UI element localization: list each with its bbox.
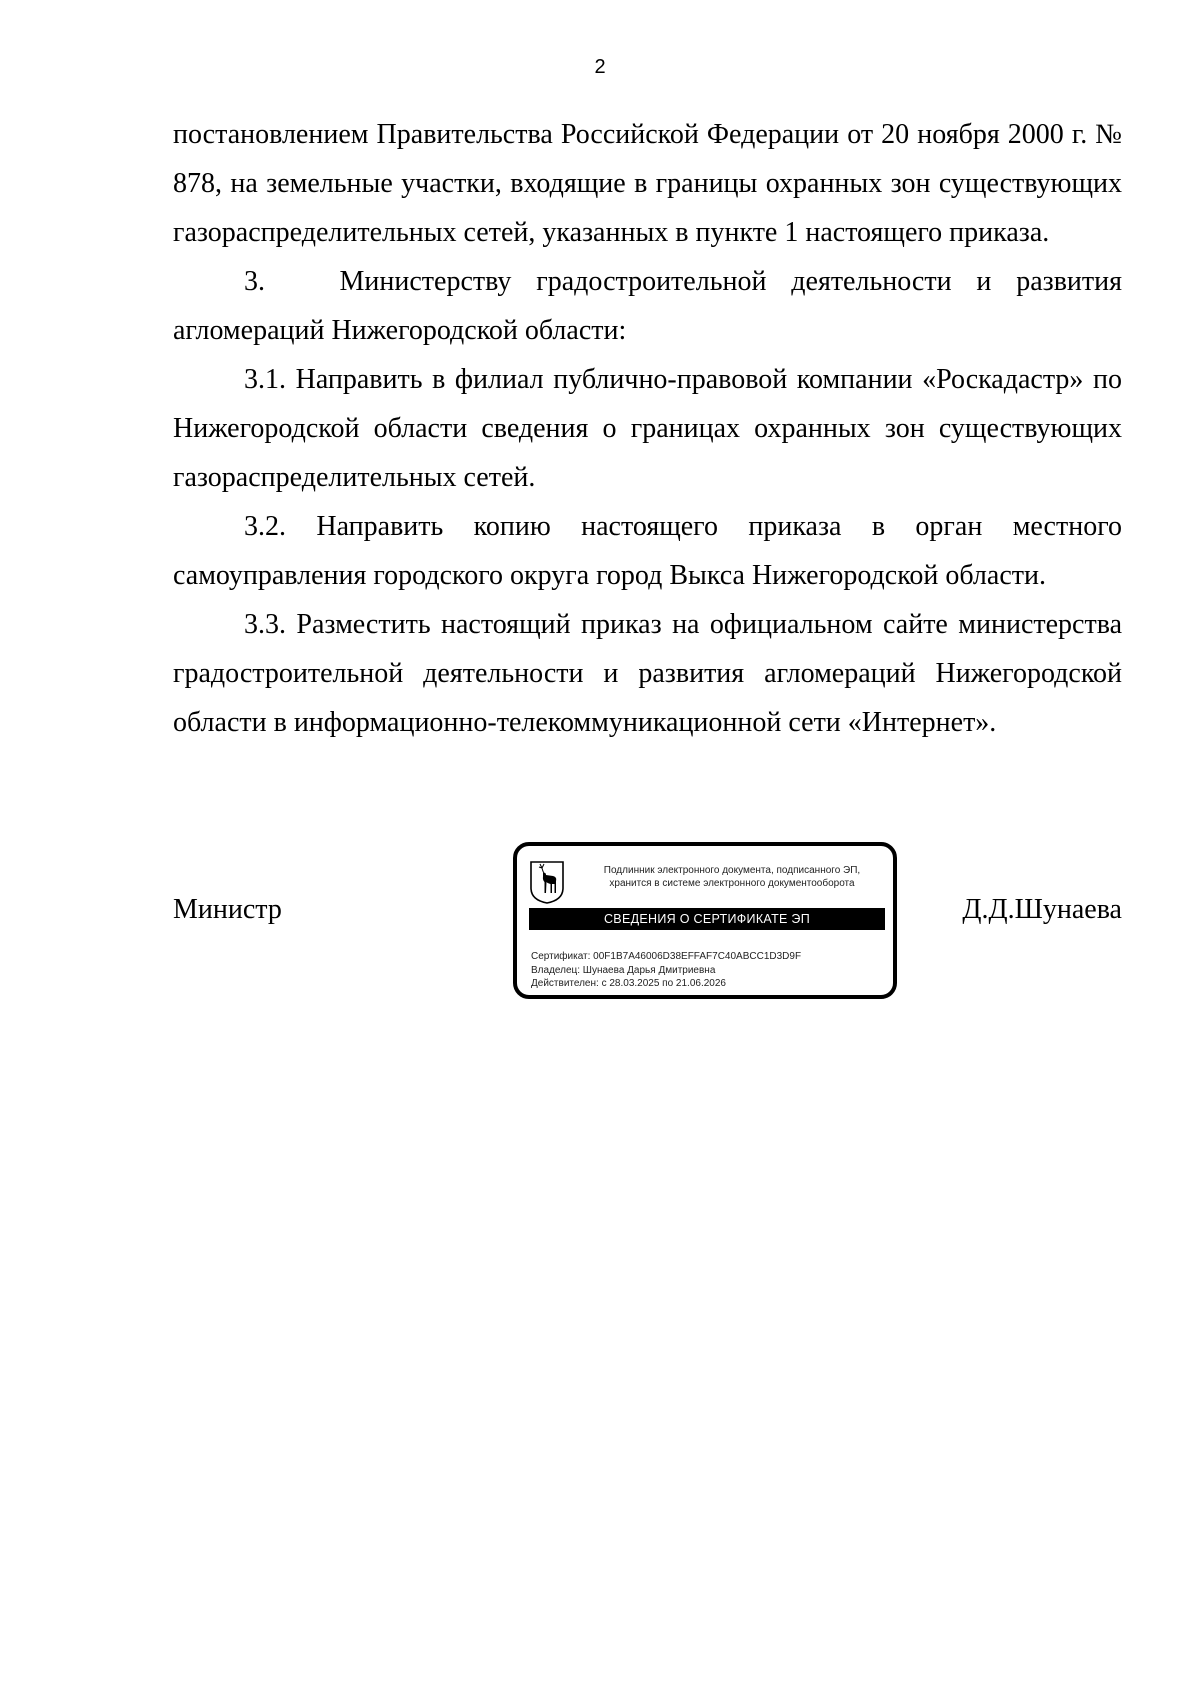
- signer-name: Д.Д.Шунаева: [962, 894, 1122, 925]
- stamp-note-line: Подлинник электронного документа, подписанного ЭП,: [603, 865, 861, 876]
- signer-title: Министр: [173, 894, 282, 925]
- paragraph-item-3-3: 3.3. Разместить настоящий приказ на официальном сайте министерства градостроительной деятельности и развития агломераций Нижегородской области в информационно-телекоммуникационной сети «Интернет».: [173, 609, 1122, 738]
- certificate-owner: Владелец: Шунаева Дарья Дмитриевна: [531, 964, 716, 976]
- stamp-note: [577, 864, 887, 890]
- certificate-number: Сертификат: 00F1B7A46006D38EFFAF7C40ABCC1D3D9F: [531, 951, 802, 962]
- nizhny-novgorod-deer-emblem-icon: [529, 860, 565, 904]
- page-number: 2: [594, 56, 606, 78]
- paragraph-item-3-1: 3.1. Направить в филиал публично-правовой компании «Роскадастр» по Нижегородской области сведения о границах охранных зон существующих газораспределительных сетей.: [173, 364, 1122, 493]
- paragraph-item-3: 3. Министерству градостроительной деятельности и развития агломераций Нижегородской области:: [173, 266, 1129, 346]
- electronic-signature-stamp: [513, 842, 897, 999]
- paragraph-item-3-2: 3.2. Направить копию настоящего приказа в орган местного самоуправления городского округа город Выкса Нижегородской области.: [173, 511, 1122, 591]
- certificate-validity: Действителен: с 28.03.2025 по 21.06.2026: [531, 978, 726, 989]
- paragraph-continuation: постановлением Правительства Российской Федерации от 20 ноября 2000 г. № 878, на земельные участки, входящие в границы охранных зон существующих газораспределительных сетей, указанных в пункте 1 настоящего приказа.: [173, 119, 1122, 248]
- stamp-details: [531, 950, 801, 991]
- stamp-header: СВЕДЕНИЯ О СЕРТИФИКАТЕ ЭП: [529, 908, 885, 930]
- document-body: [173, 110, 1129, 747]
- stamp-note-line: хранится в системе электронного документооборота: [609, 878, 855, 889]
